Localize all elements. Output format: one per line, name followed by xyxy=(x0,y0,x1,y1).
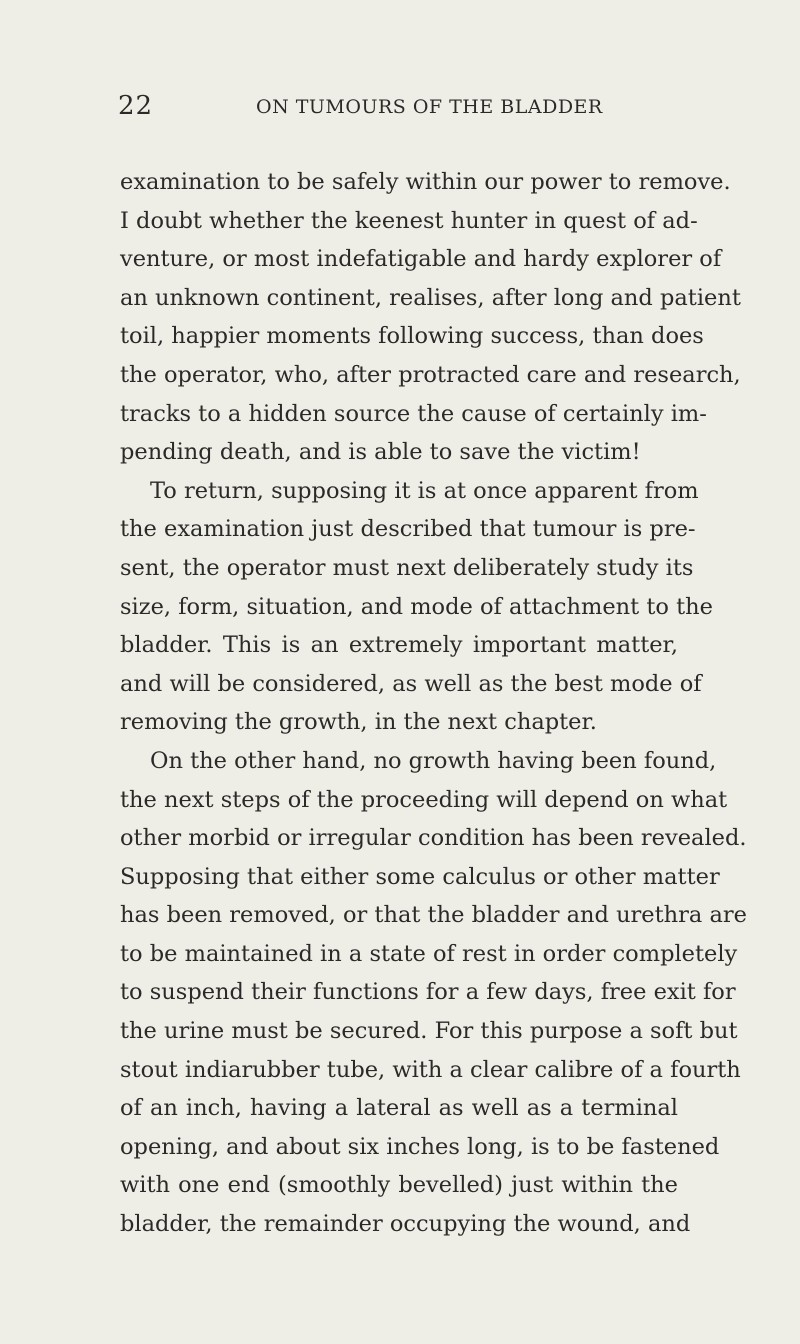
text-line: sent, the operator must next deliberately study its xyxy=(120,554,694,581)
page-number: 22 xyxy=(118,91,154,121)
text-line: with one end (smoothly bevelled) just within the xyxy=(120,1172,678,1199)
text-line: of an inch, having a lateral as well as a terminal xyxy=(120,1095,678,1122)
text-line: To return, supposing it is at once apparent from xyxy=(150,477,699,504)
running-head: ON TUMOURS OF THE BLADDER xyxy=(256,96,603,118)
text-line: On the other hand, no growth having been found, xyxy=(150,747,717,774)
text-line: venture, or most indefatigable and hardy explorer of xyxy=(120,246,722,273)
text-line: toil, happier moments following success, than does xyxy=(120,323,704,350)
text-line: an unknown continent, realises, after long and patient xyxy=(120,284,741,311)
text-line: Supposing that either some calculus or other matter xyxy=(120,863,720,890)
text-line: and will be considered, as well as the best mode of xyxy=(120,670,702,697)
text-line: I doubt whether the keenest hunter in quest of ad- xyxy=(120,207,698,234)
text-line: the operator, who, after protracted care and research, xyxy=(120,361,741,388)
text-line: removing the growth, in the next chapter. xyxy=(120,709,597,736)
text-line: to suspend their functions for a few days, free exit for xyxy=(120,979,736,1006)
body-text xyxy=(120,163,747,1244)
text-line: size, form, situation, and mode of attachment to the xyxy=(120,593,713,620)
text-line: examination to be safely within our power to remove. xyxy=(120,169,731,195)
text-line: the examination just described that tumour is pre- xyxy=(120,516,696,543)
text-line: bladder. This is an extremely important matter, xyxy=(120,632,678,659)
text-line: tracks to a hidden source the cause of certainly im- xyxy=(120,400,707,427)
text-line: to be maintained in a state of rest in order completely xyxy=(120,940,738,967)
text-line: pending death, and is able to save the victim! xyxy=(120,439,641,466)
text-line: has been removed, or that the bladder and urethra are xyxy=(120,902,747,929)
text-line: the urine must be secured. For this purpose a soft but xyxy=(120,1018,738,1045)
text-line: opening, and about six inches long, is to be fastened xyxy=(120,1133,720,1160)
text-line: other morbid or irregular condition has been revealed. xyxy=(120,825,747,852)
text-line: bladder, the remainder occupying the wound, and xyxy=(120,1211,691,1238)
text-line: the next steps of the proceeding will depend on what xyxy=(120,786,728,813)
text-line: stout indiarubber tube, with a clear calibre of a fourth xyxy=(120,1056,741,1083)
page-header xyxy=(118,91,678,123)
